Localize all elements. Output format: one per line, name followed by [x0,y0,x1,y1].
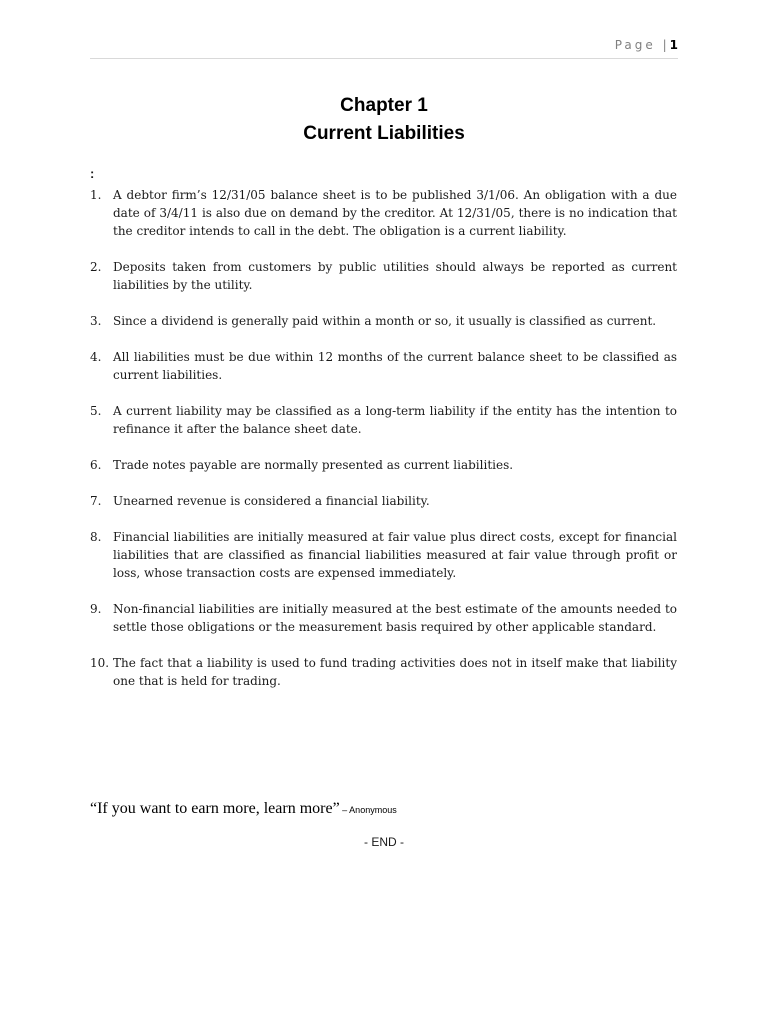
chapter-title: Chapter 1 [340,95,428,116]
question-number: 9. [90,602,102,616]
question-item [90,528,677,582]
question-text: Trade notes payable are normally presented as current liabilities. [113,458,514,472]
chapter-title-block [0,92,768,148]
quote-author: – Anonymous [339,805,397,815]
question-number: 5. [90,404,102,418]
question-list [90,186,677,708]
question-text: All liabilities must be due within 12 months of the current balance sheet to be classified as current liabilities. [113,350,677,382]
question-text: Unearned revenue is considered a financial liability. [113,494,430,508]
question-text: Financial liabilities are initially measured at fair value plus direct costs, except for financial liabilities that are classified as financial liabilities measured at fair value through profit or loss, whose transaction costs are expensed immediately. [113,530,677,580]
page-label: Page [614,38,656,52]
question-text: Non-financial liabilities are initially measured at the best estimate of the amounts needed to settle those obligations or the measurement basis required by other applicable standard. [113,602,677,634]
chapter-subject: Current Liabilities [303,123,465,144]
question-number: 10. [90,656,110,670]
intro-marker: : [90,166,95,181]
question-text: Since a dividend is generally paid within a month or so, it usually is classified as current. [113,314,657,328]
question-number: 4. [90,350,102,364]
question-item [90,312,677,330]
question-text: The fact that a liability is used to fund trading activities does not in itself make that liability one that is held for trading. [113,656,677,688]
question-number: 1. [90,188,102,202]
question-text: Deposits taken from customers by public utilities should always be reported as current liabilities by the utility. [113,260,677,292]
page-separator: | [662,38,670,52]
page-number: 1 [669,38,678,52]
quote [90,800,397,818]
end-marker: - END - [364,835,404,849]
page-header [90,38,678,59]
question-item [90,492,677,510]
quote-text: “If you want to earn more, learn more” [90,800,340,817]
question-number: 8. [90,530,102,544]
question-number: 2. [90,260,102,274]
question-number: 7. [90,494,102,508]
question-item [90,186,677,240]
question-number: 6. [90,458,102,472]
page-number-label [615,38,678,52]
question-text: A current liability may be classified as a long-term liability if the entity has the intention to refinance it after the balance sheet date. [113,404,677,436]
question-item [90,402,677,438]
question-item [90,456,677,474]
question-number: 3. [90,314,102,328]
question-text: A debtor firm’s 12/31/05 balance sheet is to be published 3/1/06. An obligation with a due date of 3/4/11 is also due on demand by the creditor. At 12/31/05, there is no indication that the creditor intends to call in the debt. The obligation is a current liability. [113,188,677,238]
question-item [90,654,677,690]
question-item [90,600,677,636]
question-item [90,258,677,294]
question-item [90,348,677,384]
